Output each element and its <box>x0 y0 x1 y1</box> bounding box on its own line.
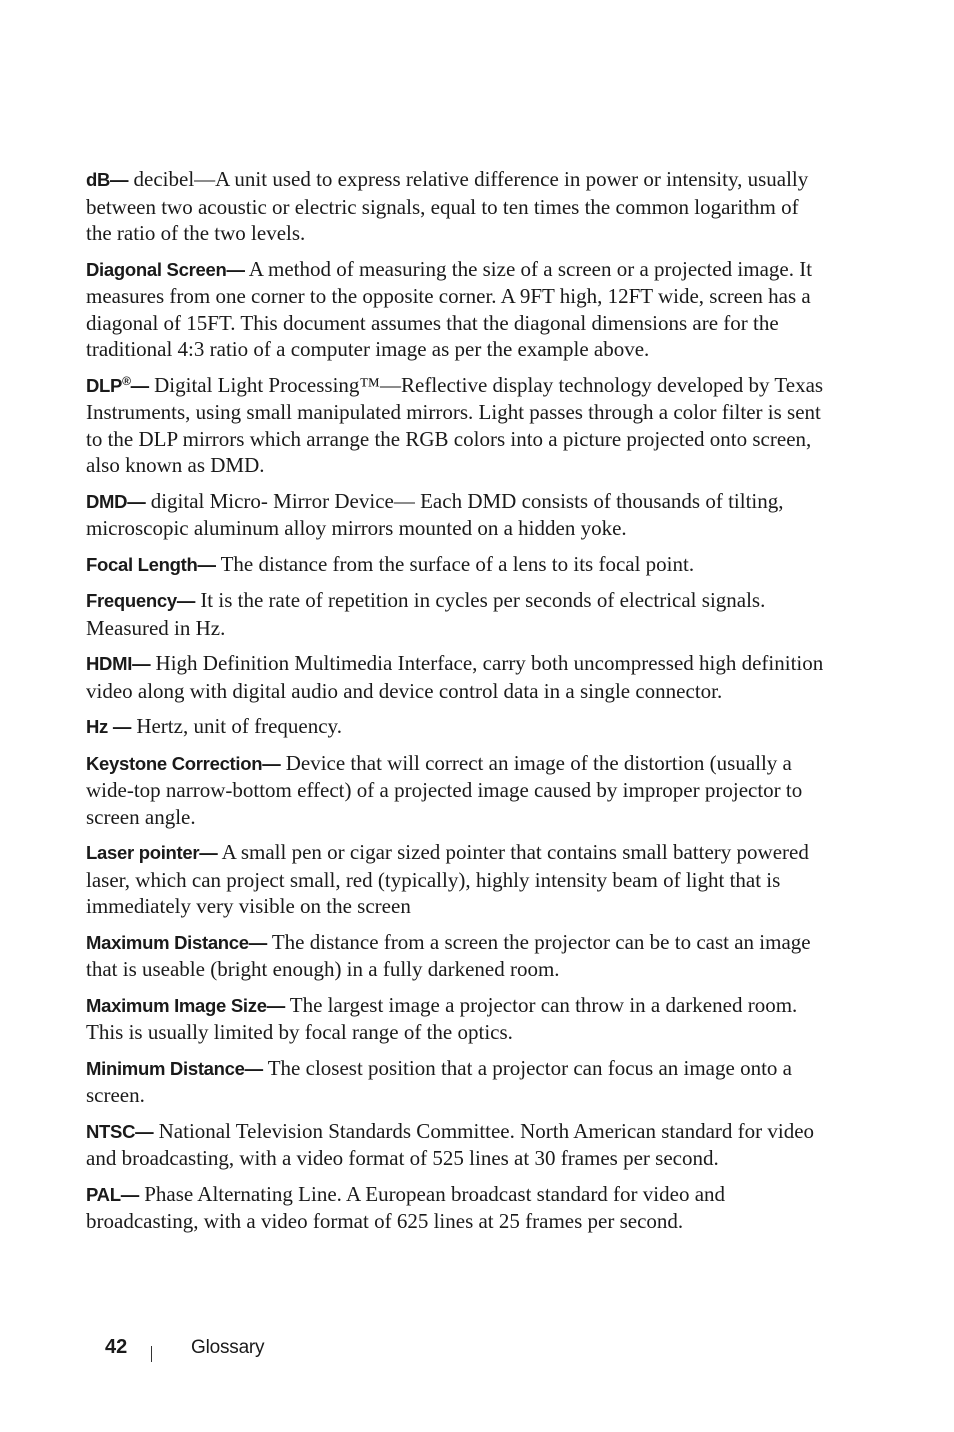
glossary-term: Frequency— <box>86 590 196 611</box>
registered-mark: ® <box>122 373 131 388</box>
glossary-definition: The distance from a screen the projector can be to cast an image that is useable (bright enough) in a fully darkened room. <box>86 929 811 981</box>
section-name: Glossary <box>191 1337 265 1358</box>
glossary-list <box>86 166 824 1244</box>
glossary-entry-focal-length <box>86 551 824 579</box>
glossary-entry-dmd <box>86 488 824 542</box>
glossary-entry-diagonal-screen <box>86 256 824 363</box>
glossary-definition: Device that will correct an image of the distortion (usually a wide-top narrow-bottom effect) of a projected image caused by improper projector to screen angle. <box>86 750 803 829</box>
glossary-term: HDMI— <box>86 653 151 674</box>
glossary-entry-keystone-correction <box>86 750 824 831</box>
glossary-entry-hdmi <box>86 650 824 704</box>
glossary-entry-ntsc <box>86 1118 824 1172</box>
glossary-definition: High Definition Multimedia Interface, carry both uncompressed high definition video along with digital audio and device control data in a single connector. <box>86 651 824 703</box>
glossary-definition: The distance from the surface of a lens to its focal point. <box>215 551 695 576</box>
footer-divider <box>151 1346 152 1362</box>
glossary-entry-maximum-image-size <box>86 992 824 1046</box>
glossary-term: Diagonal Screen— <box>86 258 245 280</box>
glossary-entry-hz <box>86 713 824 741</box>
glossary-entry-laser-pointer <box>86 839 824 920</box>
glossary-entry-pal <box>86 1181 824 1235</box>
glossary-term: dB— <box>86 169 129 190</box>
glossary-term-suffix: — <box>130 374 149 396</box>
glossary-term: PAL— <box>86 1183 139 1205</box>
glossary-entry-frequency <box>86 587 824 641</box>
glossary-definition: National Television Standards Committee. North American standard for video and broadcasting, with a video format of 525 lines at 30 frames per second. <box>86 1118 815 1170</box>
glossary-definition: The largest image a projector can throw in a darkened room. This is usually limited by focal range of the optics. <box>86 992 798 1044</box>
glossary-definition: decibel—A unit used to express relative difference in power or intensity, usually between two acoustic or electric signals, equal to ten times the common logarithm of the ratio of the two levels. <box>86 167 809 245</box>
glossary-term: Laser pointer— <box>86 842 218 863</box>
page-number: 42 <box>105 1336 128 1358</box>
glossary-term: Hz — <box>86 716 132 737</box>
glossary-term: Focal Length— <box>86 553 216 575</box>
glossary-term-text: DLP <box>86 374 123 396</box>
glossary-term: NTSC— <box>86 1120 154 1142</box>
glossary-entry-maximum-distance <box>86 929 824 983</box>
glossary-term: Keystone Correction— <box>86 752 281 774</box>
glossary-term <box>86 375 149 396</box>
glossary-definition: digital Micro- Mirror Device— Each DMD consists of thousands of tilting, microscopic aluminum alloy mirrors mounted on a hidden yoke. <box>86 488 784 540</box>
glossary-term: DMD— <box>86 490 146 512</box>
glossary-definition: The closest position that a projector can focus an image onto a screen. <box>86 1055 792 1107</box>
glossary-definition: It is the rate of repetition in cycles per seconds of electrical signals. Measured in Hz. <box>86 588 766 640</box>
glossary-definition: A method of measuring the size of a screen or a projected image. It measures from one corner to the opposite corner. A 9FT high, 12FT wide, screen has a diagonal of 15FT. This document assumes that the diagonal dimensions are for the traditional 4:3 ratio of a computer image as per the example above. <box>86 256 813 361</box>
glossary-definition: Phase Alternating Line. A European broadcast standard for video and broadcasting, with a video format of 625 lines at 25 frames per second. <box>86 1181 726 1233</box>
glossary-definition: A small pen or cigar sized pointer that contains small battery powered laser, which can project small, red (typically), highly intensity beam of light that is immediately very visible on the screen <box>86 840 809 918</box>
glossary-definition: Digital Light Processing™—Reflective display technology developed by Texas Instruments, using small manipulated mirrors. Light passes through a color filter is sent to the DLP mirrors which arrange the RGB colors into a picture projected onto screen, also known as DMD. <box>86 372 824 477</box>
glossary-term: Maximum Image Size— <box>86 994 285 1016</box>
glossary-entry-db <box>86 166 824 247</box>
glossary-term: Maximum Distance— <box>86 931 267 953</box>
glossary-entry-dlp <box>86 372 824 479</box>
glossary-entry-minimum-distance <box>86 1055 824 1109</box>
glossary-definition: Hertz, unit of frequency. <box>131 714 342 738</box>
glossary-term: Minimum Distance— <box>86 1057 263 1079</box>
